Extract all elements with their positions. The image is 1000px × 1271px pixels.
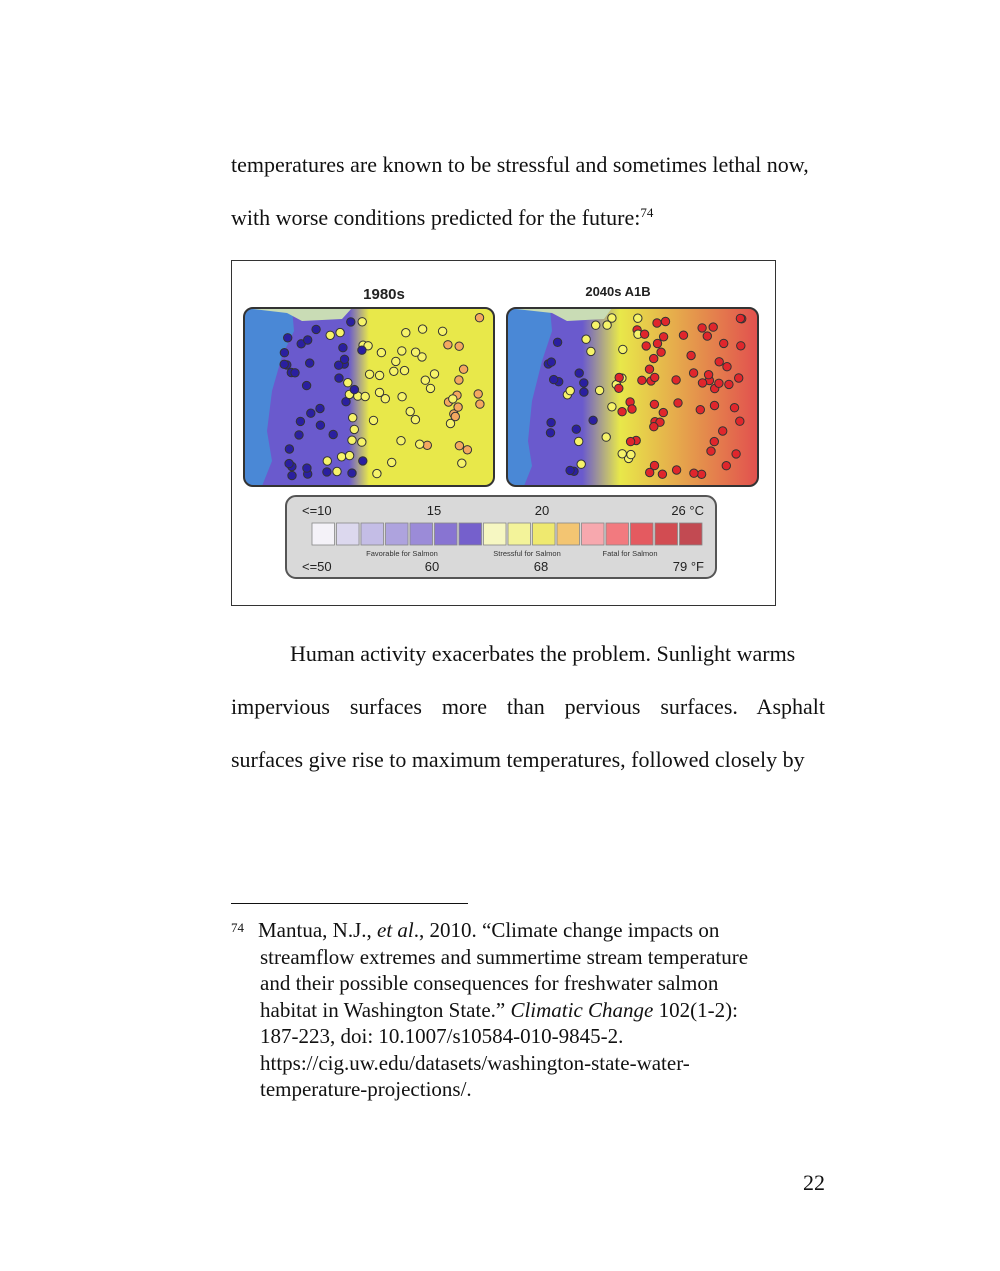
station-marker xyxy=(306,359,314,367)
station-marker xyxy=(296,417,304,425)
station-marker xyxy=(715,379,723,387)
station-marker xyxy=(697,470,705,478)
station-marker xyxy=(595,386,603,394)
station-marker xyxy=(580,388,588,396)
legend-swatch xyxy=(508,523,531,545)
station-marker xyxy=(390,367,398,375)
station-marker xyxy=(295,431,303,439)
station-marker xyxy=(365,370,373,378)
station-marker xyxy=(400,366,408,374)
station-marker xyxy=(736,417,744,425)
station-marker xyxy=(646,468,654,476)
legend-swatch xyxy=(386,523,409,545)
legend-f-tick-4: 79 °F xyxy=(672,559,704,574)
legend-c-tick-4: 26 °C xyxy=(671,503,704,518)
station-marker xyxy=(580,379,588,387)
body-text-para2-line-1: Human activity exacerbates the problem. Sunlight warms xyxy=(290,641,796,666)
legend-category-stressful: Stressful for Salmon xyxy=(493,549,561,558)
station-marker xyxy=(737,342,745,350)
station-marker xyxy=(730,404,738,412)
station-marker xyxy=(619,345,627,353)
panel-right-title: 2040s A1B xyxy=(585,284,651,299)
station-marker xyxy=(572,425,580,433)
station-marker xyxy=(603,321,611,329)
station-marker xyxy=(732,450,740,458)
station-marker xyxy=(284,334,292,342)
station-marker xyxy=(303,464,311,472)
station-marker xyxy=(411,415,419,423)
station-marker xyxy=(402,329,410,337)
station-marker xyxy=(710,401,718,409)
station-marker xyxy=(722,462,730,470)
station-marker xyxy=(455,342,463,350)
station-marker xyxy=(459,365,467,373)
legend-f-tick-1: <=50 xyxy=(302,559,332,574)
station-marker xyxy=(307,409,315,417)
station-marker xyxy=(672,466,680,474)
station-marker xyxy=(361,392,369,400)
station-marker xyxy=(566,387,574,395)
station-marker xyxy=(392,357,400,365)
legend-f-tick-2: 60 xyxy=(424,559,440,574)
station-marker xyxy=(615,384,623,392)
station-marker xyxy=(377,348,385,356)
station-marker xyxy=(312,325,320,333)
legend-swatch xyxy=(337,523,360,545)
legend-c-tick-1: <=10 xyxy=(302,503,332,518)
station-marker xyxy=(350,385,358,393)
station-marker xyxy=(703,332,711,340)
legend-c-tick-3: 20 xyxy=(534,503,550,518)
station-marker xyxy=(323,457,331,465)
station-marker xyxy=(715,358,723,366)
station-marker xyxy=(358,318,366,326)
station-marker xyxy=(661,317,669,325)
station-marker xyxy=(698,379,706,387)
station-marker xyxy=(650,423,658,431)
body-text-para2-line-3: surfaces give rise to maximum temperatures, followed closely by xyxy=(231,747,805,772)
station-marker xyxy=(475,314,483,322)
legend-swatch xyxy=(410,523,433,545)
figure-svg xyxy=(232,261,775,605)
station-marker xyxy=(454,403,462,411)
station-marker xyxy=(645,365,653,373)
station-marker xyxy=(388,458,396,466)
station-marker xyxy=(627,450,635,458)
station-marker xyxy=(690,469,698,477)
station-marker xyxy=(446,419,454,427)
station-marker xyxy=(348,469,356,477)
station-marker xyxy=(430,370,438,378)
station-marker xyxy=(589,416,597,424)
station-marker xyxy=(375,371,383,379)
legend-category-fatal: Fatal for Salmon xyxy=(602,549,658,558)
station-marker xyxy=(674,399,682,407)
station-marker xyxy=(337,453,345,461)
station-marker xyxy=(423,441,431,449)
station-marker xyxy=(618,408,626,416)
legend-swatch xyxy=(312,523,335,545)
salmon-temperature-figure xyxy=(231,260,776,606)
map-1980s xyxy=(244,308,494,486)
station-marker xyxy=(592,321,600,329)
footnote-line-1: Mantua, N.J., et al., 2010. “Climate change impacts on xyxy=(258,918,720,942)
station-marker xyxy=(679,331,687,339)
station-marker xyxy=(658,470,666,478)
map-2040s xyxy=(507,308,758,486)
station-marker xyxy=(426,384,434,392)
legend-swatch xyxy=(361,523,384,545)
footnote-separator xyxy=(231,903,468,904)
station-marker xyxy=(650,400,658,408)
body-text-line-2-text: with worse conditions predicted for the future: xyxy=(231,205,641,230)
station-marker xyxy=(444,341,452,349)
panel-left-title: 1980s xyxy=(363,286,405,303)
legend-c-tick-2: 15 xyxy=(426,503,442,518)
station-marker xyxy=(626,437,634,445)
station-marker xyxy=(333,467,341,475)
station-marker xyxy=(326,331,334,339)
station-marker xyxy=(689,369,697,377)
station-marker xyxy=(280,349,288,357)
station-marker xyxy=(638,376,646,384)
station-marker xyxy=(335,374,343,382)
footnote-line-3: and their possible consequences for freshwater salmon xyxy=(260,971,719,995)
station-marker xyxy=(416,440,424,448)
station-marker xyxy=(628,405,636,413)
footnote-line-2: streamflow extremes and summertime stream temperature xyxy=(260,944,749,969)
station-marker xyxy=(659,408,667,416)
station-marker xyxy=(285,459,293,467)
station-marker xyxy=(546,429,554,437)
station-marker xyxy=(347,318,355,326)
station-marker xyxy=(582,335,590,343)
station-marker xyxy=(642,342,650,350)
station-marker xyxy=(358,346,366,354)
station-marker xyxy=(720,339,728,347)
station-marker xyxy=(719,427,727,435)
station-marker xyxy=(369,416,377,424)
station-marker xyxy=(350,425,358,433)
station-marker xyxy=(553,338,561,346)
station-marker xyxy=(438,327,446,335)
station-marker xyxy=(650,354,658,362)
station-marker xyxy=(634,314,642,322)
footnote-number: 74 xyxy=(231,920,244,935)
station-marker xyxy=(587,347,595,355)
station-marker xyxy=(339,344,347,352)
station-marker xyxy=(672,376,680,384)
station-marker xyxy=(710,437,718,445)
legend-swatch xyxy=(435,523,458,545)
footnote-line-5: 187-223, doi: 10.1007/s10584-010-9845-2. xyxy=(260,1024,624,1048)
station-marker xyxy=(575,369,583,377)
station-marker xyxy=(725,380,733,388)
station-marker xyxy=(458,459,466,467)
station-marker xyxy=(291,369,299,377)
station-marker xyxy=(336,328,344,336)
station-marker xyxy=(285,445,293,453)
station-marker xyxy=(316,421,324,429)
legend-swatch xyxy=(582,523,605,545)
station-marker xyxy=(657,348,665,356)
station-marker xyxy=(566,466,574,474)
station-marker xyxy=(345,451,353,459)
station-marker xyxy=(406,407,414,415)
station-marker xyxy=(280,360,288,368)
station-marker xyxy=(618,450,626,458)
station-marker xyxy=(358,438,366,446)
station-marker xyxy=(704,371,712,379)
station-marker xyxy=(375,388,383,396)
station-marker xyxy=(373,469,381,477)
station-marker xyxy=(615,373,623,381)
station-marker xyxy=(550,375,558,383)
station-marker xyxy=(411,348,419,356)
legend-swatch xyxy=(533,523,556,545)
body-text-para2-line-2: impervious surfaces more than pervious surfaces. Asphalt xyxy=(231,694,825,719)
station-marker xyxy=(474,390,482,398)
station-marker xyxy=(455,442,463,450)
station-marker xyxy=(476,400,484,408)
station-marker xyxy=(547,358,555,366)
station-marker xyxy=(348,436,356,444)
footnote-line-7[interactable]: temperature-projections/. xyxy=(260,1077,472,1101)
legend-swatch xyxy=(484,523,507,545)
station-marker xyxy=(455,376,463,384)
page-number: 22 xyxy=(803,1170,825,1195)
footnote-line-6[interactable]: https://cig.uw.edu/datasets/washington-state-water- xyxy=(260,1050,690,1075)
station-marker xyxy=(735,374,743,382)
legend-f-tick-3: 68 xyxy=(533,559,549,574)
station-marker xyxy=(340,355,348,363)
station-marker xyxy=(736,314,744,322)
temperature-legend xyxy=(286,496,716,578)
station-marker xyxy=(344,379,352,387)
station-marker xyxy=(329,430,337,438)
station-marker xyxy=(359,457,367,465)
body-text-line-1: temperatures are known to be stressful and sometimes lethal now, xyxy=(231,152,809,177)
body-text-line-2 xyxy=(231,205,825,231)
footnote-line-4: habitat in Washington State.” Climatic Change 102(1-2): xyxy=(260,997,738,1022)
station-marker xyxy=(304,336,312,344)
legend-swatch xyxy=(631,523,654,545)
station-marker xyxy=(709,323,717,331)
legend-swatch xyxy=(655,523,678,545)
station-marker xyxy=(421,376,429,384)
station-marker xyxy=(651,373,659,381)
station-marker xyxy=(575,437,583,445)
station-marker xyxy=(288,471,296,479)
station-marker xyxy=(349,414,357,422)
station-marker xyxy=(723,363,731,371)
station-marker xyxy=(602,433,610,441)
station-marker xyxy=(316,404,324,412)
footnote-reference[interactable]: 74 xyxy=(640,205,654,220)
legend-swatch xyxy=(459,523,482,545)
station-marker xyxy=(653,319,661,327)
station-marker xyxy=(398,347,406,355)
station-marker xyxy=(659,333,667,341)
station-marker xyxy=(608,403,616,411)
station-marker xyxy=(547,418,555,426)
station-marker xyxy=(323,468,331,476)
station-marker xyxy=(687,351,695,359)
legend-swatch xyxy=(606,523,629,545)
station-marker xyxy=(698,324,706,332)
station-marker xyxy=(398,393,406,401)
station-marker xyxy=(397,437,405,445)
station-marker xyxy=(418,325,426,333)
station-marker xyxy=(707,447,715,455)
station-marker xyxy=(653,339,661,347)
station-marker xyxy=(577,460,585,468)
station-marker xyxy=(696,406,704,414)
legend-category-favorable: Favorable for Salmon xyxy=(366,549,438,558)
station-marker xyxy=(463,446,471,454)
station-marker xyxy=(640,330,648,338)
station-marker xyxy=(302,381,310,389)
legend-swatch xyxy=(557,523,580,545)
station-marker xyxy=(449,395,457,403)
legend-swatch xyxy=(680,523,703,545)
